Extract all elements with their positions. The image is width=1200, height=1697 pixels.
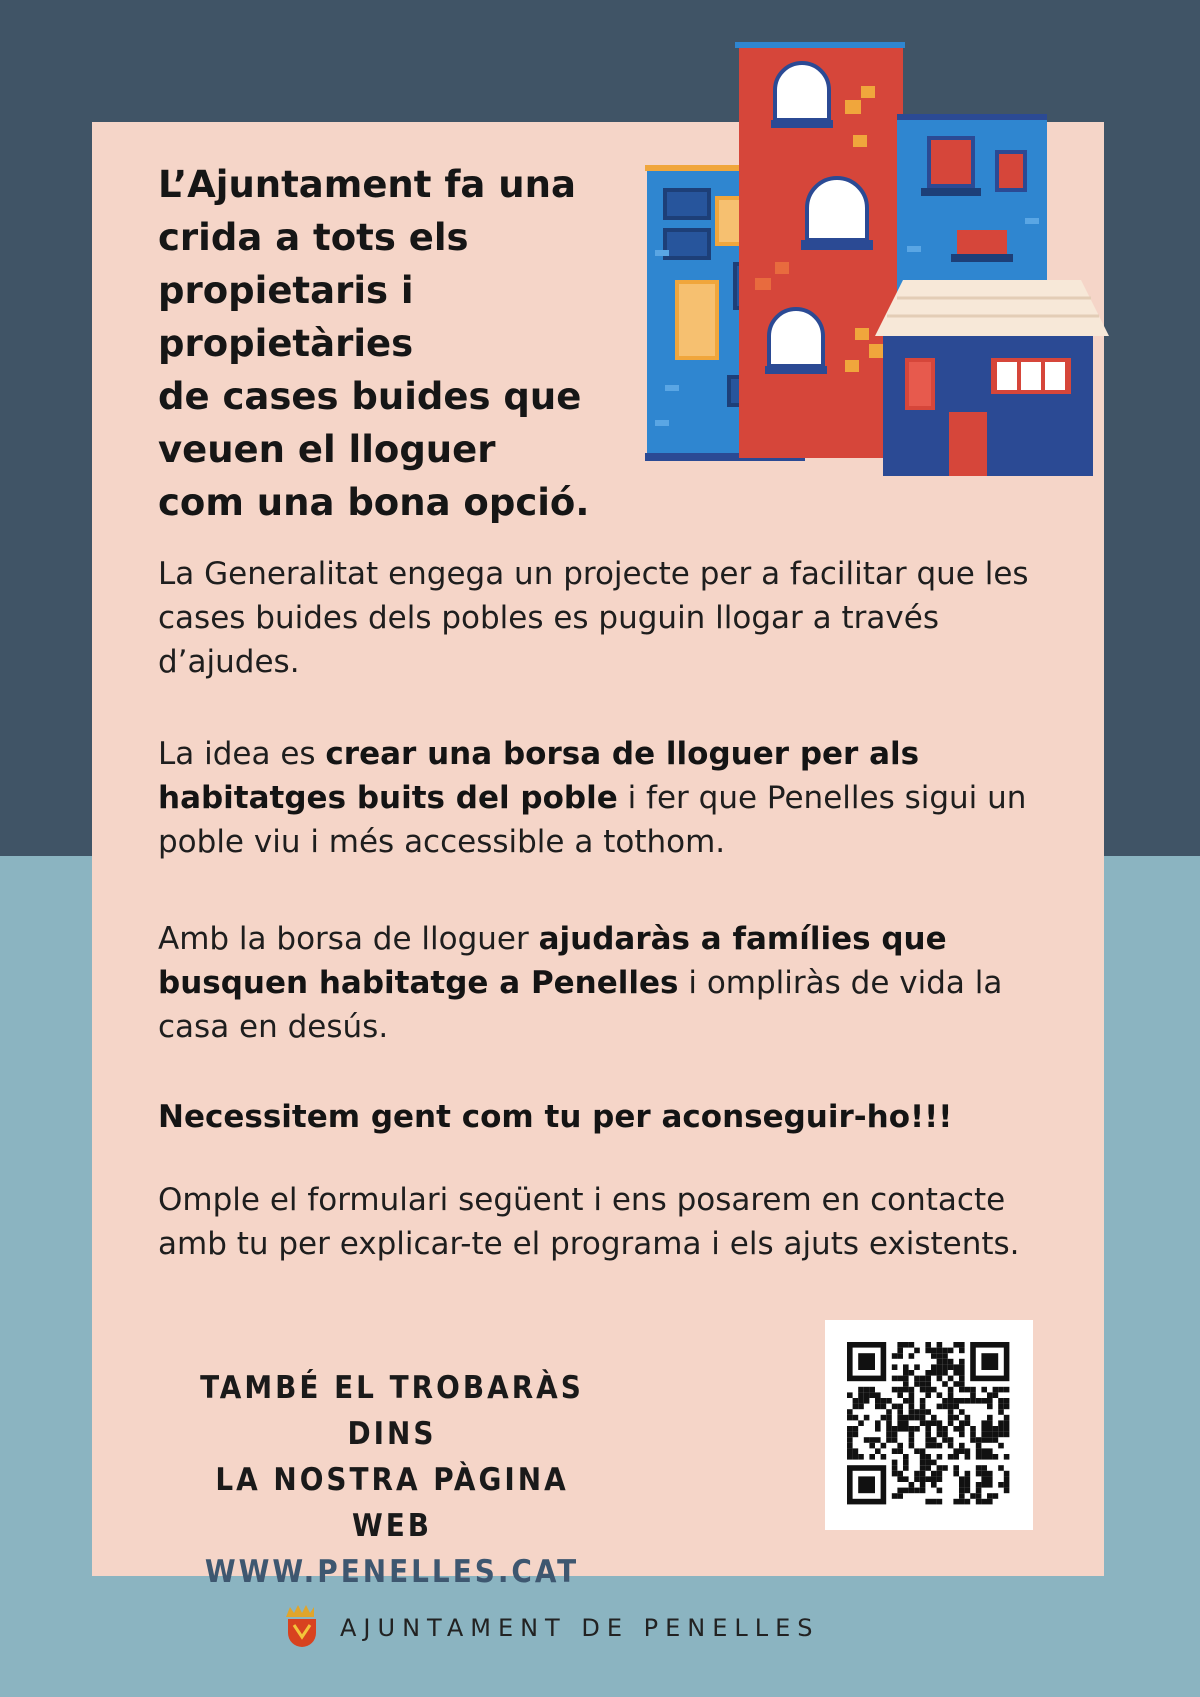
navy-house [875,280,1109,476]
headline-line: de cases buides que [158,375,582,418]
paragraph-text-before: La idea es [158,736,326,772]
paragraph-text: Omple el formulari següent i ens posarem en contacte amb tu per explicar-te el programa i els ajuts existents. [158,1182,1020,1262]
paragraph-formulari [158,1178,1058,1266]
paragraph-text-bold: crear una borsa de lloguer per als habitatges buits del poble [158,736,920,816]
website-link[interactable]: WWW.PENELLES.CAT [204,1554,580,1590]
footer-org-name: AJUNTAMENT DE PENELLES [340,1614,820,1642]
footer [282,1603,820,1653]
red-building [735,42,905,458]
headline-line: veuen el lloguer [158,428,496,471]
paragraph-idea [158,732,1058,864]
headline-line: crida a tots els [158,216,469,259]
paragraph-text-bold: ajudaràs a famílies que busquen habitatge a Penelles [158,921,947,1001]
headline-line: com una bona opció. [158,481,590,524]
paragraph-text-before: Amb la borsa de lloguer [158,921,539,957]
coat-of-arms-icon [282,1603,322,1653]
web-info-line-1: TAMBÉ EL TROBARÀS DINS [200,1370,584,1452]
paragraph-text-after: i ompliràs de vida la casa en desús. [158,965,1003,1045]
headline-line: propietaris i [158,269,414,312]
qr-code[interactable] [825,1320,1033,1530]
paragraph-borsa [158,917,1058,1049]
web-info [172,1365,612,1595]
web-info-line-2: LA NOSTRA PÀGINA WEB [215,1462,569,1544]
blue-building-right [897,114,1047,298]
call-to-action [158,1095,1058,1139]
paragraph-text: La Generalitat engega un projecte per a facilitar que les cases buides dels pobles es puguin llogar a través d’ajudes. [158,556,1029,680]
houses-illustration [635,40,1175,480]
paragraph-generalitat [158,552,1058,684]
paragraph-text-after: i fer que Penelles sigui un poble viu i més accessible a tothom. [158,780,1027,860]
headline-line: L’Ajuntament fa una [158,163,576,206]
headline-line: propietàries [158,322,414,365]
qr-code-icon [825,1320,1033,1530]
headline [158,158,628,529]
call-to-action-text: Necessitem gent com tu per aconseguir-ho!!! [158,1099,953,1135]
